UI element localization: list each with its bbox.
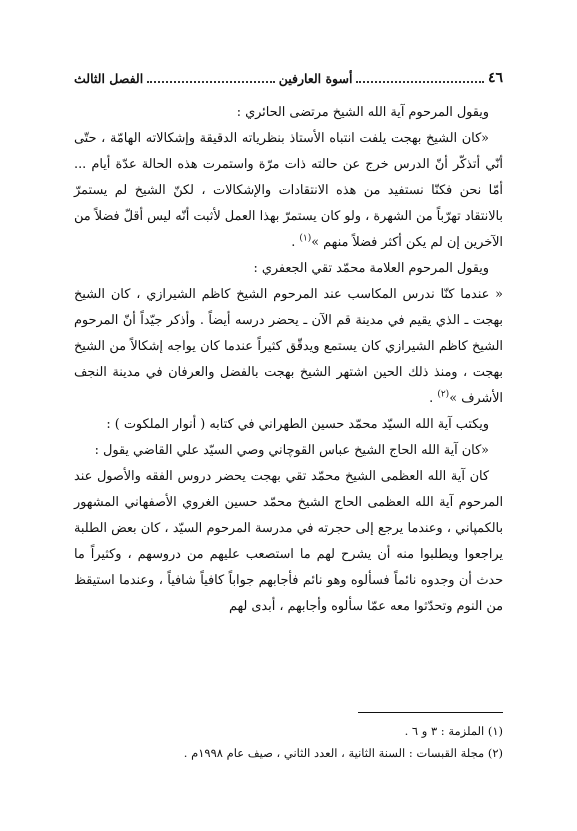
footnote-separator [358,712,503,713]
paragraph: «كان الشيخ بهجت يلفت انتباه الأستاذ بنظرياته الدقيقة وإشكالاته الهامّة ، حتّى أنّي أتذكّر أنّ الدرس خرج عن حالته ذات مرّة واستمرت هذه الحالة عدّة أيام ... أمّا نحن فكنّا نستفيد من هذه الانتقادات والإشكالات ، لكنّ الشيخ لم يستمرّ بالانتقاد تهرّباً من الشهرة ، ولو كان يستمرّ بهذا العمل لأثبت أنّه ليس أقلّ فضلاً من الآخرين إن لم يكن أكثر فضلاً منهم »$^{(١)}$ . [74,131,503,250]
paragraph: ويقول المرحوم آية الله الشيخ مرتضى الحائري : [236,105,489,120]
main-text [74,100,503,620]
footnotes [74,720,503,764]
book-title: أسوة العارفين [278,70,353,86]
chapter-title: الفصل الثالث [74,70,144,86]
header-dot-leader [356,73,484,83]
paragraph: كان آية الله العظمى الشيخ محمّد تقي بهجت يحضر دروس الفقه والأصول عند المرحوم آية الله العظمى الحاج الشيخ محمّد حسين الغروي الأصفهاني المشهور بالكمپاني ، وعندما يرجع إلى حجرته في مدرسة المرحوم السيّد ، كان بعض الطلبة يراجعوا ويطلبوا منه أن يشرح لهم ما استصعب عليهم من دروسهم ، وكثيراً ما حدث أن وجدوه نائماً فسألوه وهو نائم فأجابهم جواباً كافياً شافياً ، وعندما استيقظ من النوم وتحدّثوا معه عمّا سألوه وأجابهم ، أبدى لهم [74,469,503,614]
paragraph: ويقول المرحوم العلامة محمّد تقي الجعفري : [253,261,489,276]
paragraph: « عندما كنّا ندرس المكاسب عند المرحوم الشيخ كاظم الشيرازي ، كان الشيخ بهجت ـ الذي يقيم في مدينة قم الآن ـ يحضر درسه أيضاً . وأذكر جيّداً أنّ المرحوم الشيخ كاظم الشيرازي كان يستمع ويدقّق كثيراً عندما كان يواجه إشكالاً من الشيخ بهجت ، ومنذ ذلك الحين اشتهر الشيخ بهجت بالفضل والعرفان في مدينة النجف الأشرف »$^{(٢)}$ . [74,287,503,406]
paragraph: «كان آية الله الحاج الشيخ عباس القوچاني وصي السيّد علي القاضي يقول : [94,443,489,458]
paragraph: ويكتب آية الله السيّد محمّد حسين الطهراني في كتابه ( أنوار الملكوت ) : [106,417,489,432]
running-header [74,68,503,88]
footnote-marker: (٢) [437,389,450,400]
footnote-marker: (١) [299,233,312,244]
page-number: ٤٦ [487,70,503,86]
footnote: (١) الملزمة : ٣ و ٦ . [404,724,503,738]
header-dot-leader [147,73,275,83]
footnote: (٢) مجلة القبسات : السنة الثانية ، العدد الثاني ، صيف عام ١٩٩٨م . [183,746,503,760]
